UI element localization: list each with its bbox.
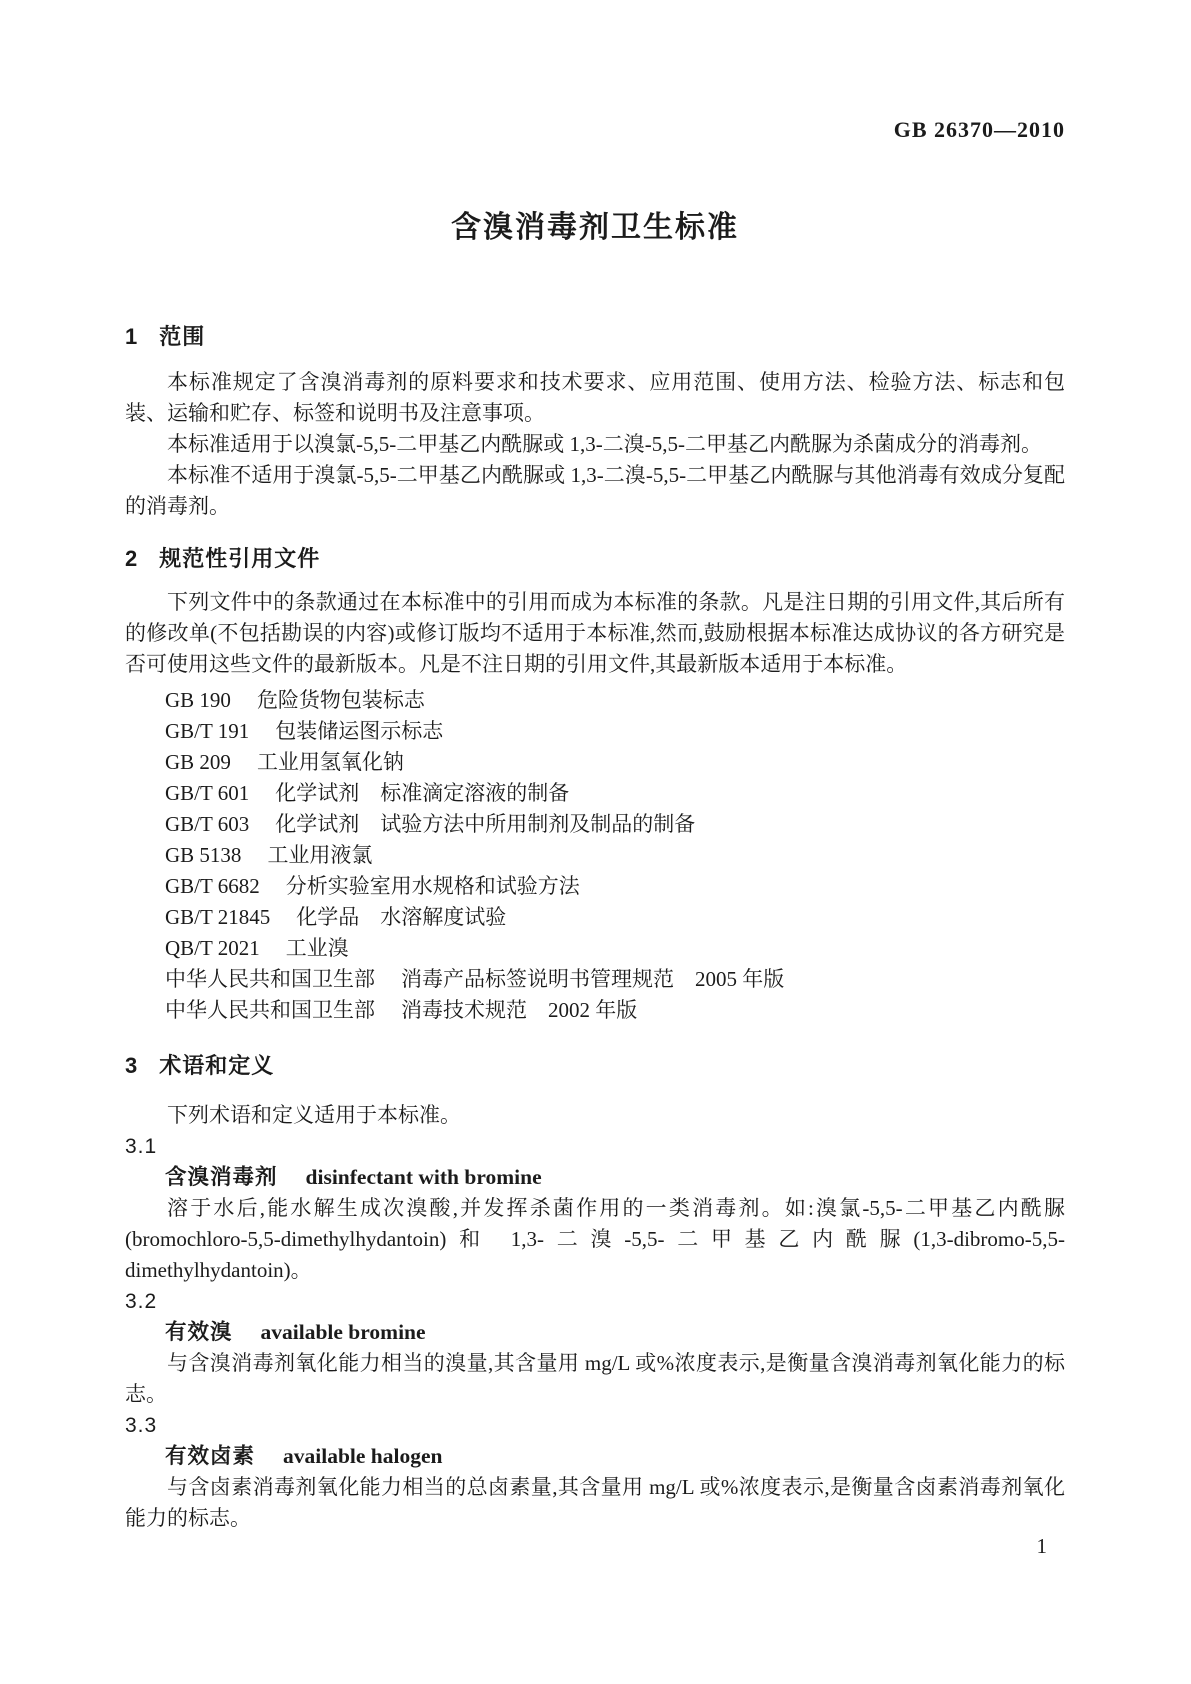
term-heading xyxy=(125,1317,1065,1348)
term-name-en: disinfectant with bromine xyxy=(305,1165,542,1189)
reference-item xyxy=(125,933,1065,964)
reference-title: 消毒技术规范 2002 年版 xyxy=(401,998,638,1022)
reference-item xyxy=(125,840,1065,871)
reference-title: 化学试剂 标准滴定溶液的制备 xyxy=(275,781,570,805)
reference-code: GB 209 xyxy=(165,750,231,774)
term-entry xyxy=(125,1286,1065,1410)
reference-title: 工业用氢氧化钠 xyxy=(256,750,404,774)
scope-paragraphs xyxy=(125,367,1065,522)
section-number: 2 xyxy=(125,546,138,571)
terms-intro-paragraph: 下列术语和定义适用于本标准。 xyxy=(167,1103,461,1127)
reference-code: GB/T 191 xyxy=(165,719,250,743)
section-heading-references xyxy=(125,544,1065,574)
references-intro xyxy=(125,587,1065,680)
term-name-zh: 有效卤素 xyxy=(165,1444,256,1468)
term-definition: 溶于水后,能水解生成次溴酸,并发挥杀菌作用的一类消毒剂。如:溴氯-5,5-二甲基乙内酰脲(bromochloro-5,5-dimethylhydantoin)和 1,3-二溴-5,5-二甲基乙内酰脲(1,3-dibromo-5,5-dimethylhydantoin)。 xyxy=(125,1196,1065,1282)
reference-item xyxy=(125,747,1065,778)
section-title-text: 规范性引用文件 xyxy=(159,546,321,571)
document-title: 含溴消毒剂卫生标准 xyxy=(451,211,739,244)
scope-paragraph: 本标准不适用于溴氯-5,5-二甲基乙内酰脲或 1,3-二溴-5,5-二甲基乙内酰脲与其他消毒有效成分复配的消毒剂。 xyxy=(125,463,1065,518)
reference-title: 包装储运图示标志 xyxy=(275,719,444,743)
reference-item xyxy=(125,716,1065,747)
clause-number: 3.3 xyxy=(125,1414,158,1437)
reference-list xyxy=(125,685,1065,1026)
reference-title: 分析实验室用水规格和试验方法 xyxy=(285,874,580,898)
reference-code: GB/T 603 xyxy=(165,812,250,836)
reference-code: GB/T 6682 xyxy=(165,874,260,898)
section-normative-references xyxy=(125,544,1065,1026)
reference-code: GB/T 601 xyxy=(165,781,250,805)
section-title-text: 术语和定义 xyxy=(159,1053,275,1078)
section-scope xyxy=(125,322,1065,522)
reference-item xyxy=(125,964,1065,995)
reference-item xyxy=(125,685,1065,716)
section-terms-and-definitions xyxy=(125,1051,1065,1534)
reference-title: 工业溴 xyxy=(285,936,349,960)
reference-code: 中华人民共和国卫生部 xyxy=(165,998,375,1022)
term-name-zh: 含溴消毒剂 xyxy=(165,1165,278,1189)
clause-number: 3.2 xyxy=(125,1290,158,1313)
term-entry xyxy=(125,1131,1065,1286)
reference-title: 消毒产品标签说明书管理规范 2005 年版 xyxy=(401,967,785,991)
page-number: 1 xyxy=(1036,1534,1047,1558)
standard-code: GB 26370—2010 xyxy=(893,117,1065,142)
term-name-en: available halogen xyxy=(283,1444,443,1468)
reference-item xyxy=(125,778,1065,809)
reference-item xyxy=(125,871,1065,902)
references-intro-paragraph: 下列文件中的条款通过在本标准中的引用而成为本标准的条款。凡是注日期的引用文件,其后所有的修改单(不包括勘误的内容)或修订版均不适用于本标准,然而,鼓励根据本标准达成协议的各方研究是否可使用这些文件的最新版本。凡是不注日期的引用文件,其最新版本适用于本标准。 xyxy=(125,590,1065,676)
term-heading xyxy=(125,1162,1065,1193)
reference-item xyxy=(125,902,1065,933)
scope-paragraph: 本标准适用于以溴氯-5,5-二甲基乙内酰脲或 1,3-二溴-5,5-二甲基乙内酰脲为杀菌成分的消毒剂。 xyxy=(167,432,1042,456)
reference-item xyxy=(125,809,1065,840)
scope-paragraph: 本标准规定了含溴消毒剂的原料要求和技术要求、应用范围、使用方法、检验方法、标志和包装、运输和贮存、标签和说明书及注意事项。 xyxy=(125,370,1065,425)
term-name-zh: 有效溴 xyxy=(165,1320,233,1344)
section-heading-terms xyxy=(125,1051,1065,1081)
term-definition: 与含溴消毒剂氧化能力相当的溴量,其含量用 mg/L 或%浓度表示,是衡量含溴消毒剂氧化能力的标志。 xyxy=(125,1351,1065,1406)
term-entry xyxy=(125,1410,1065,1534)
reference-title: 化学试剂 试验方法中所用制剂及制品的制备 xyxy=(275,812,696,836)
reference-title: 化学品 水溶解度试验 xyxy=(296,905,507,929)
reference-code: 中华人民共和国卫生部 xyxy=(165,967,375,991)
page-content xyxy=(125,0,1065,1534)
reference-code: GB/T 21845 xyxy=(165,905,271,929)
section-title-text: 范围 xyxy=(159,324,206,349)
term-heading xyxy=(125,1441,1065,1472)
reference-code: GB 190 xyxy=(165,688,231,712)
clause-number: 3.1 xyxy=(125,1135,158,1158)
term-name-en: available bromine xyxy=(260,1320,426,1344)
reference-item xyxy=(125,995,1065,1026)
section-number: 3 xyxy=(125,1053,138,1078)
reference-title: 危险货物包装标志 xyxy=(256,688,425,712)
reference-code: QB/T 2021 xyxy=(165,936,260,960)
reference-code: GB 5138 xyxy=(165,843,242,867)
section-heading-scope xyxy=(125,322,1065,352)
reference-title: 工业用液氯 xyxy=(267,843,373,867)
term-definition: 与含卤素消毒剂氧化能力相当的总卤素量,其含量用 mg/L 或%浓度表示,是衡量含卤素消毒剂氧化能力的标志。 xyxy=(125,1475,1065,1530)
section-number: 1 xyxy=(125,324,138,349)
